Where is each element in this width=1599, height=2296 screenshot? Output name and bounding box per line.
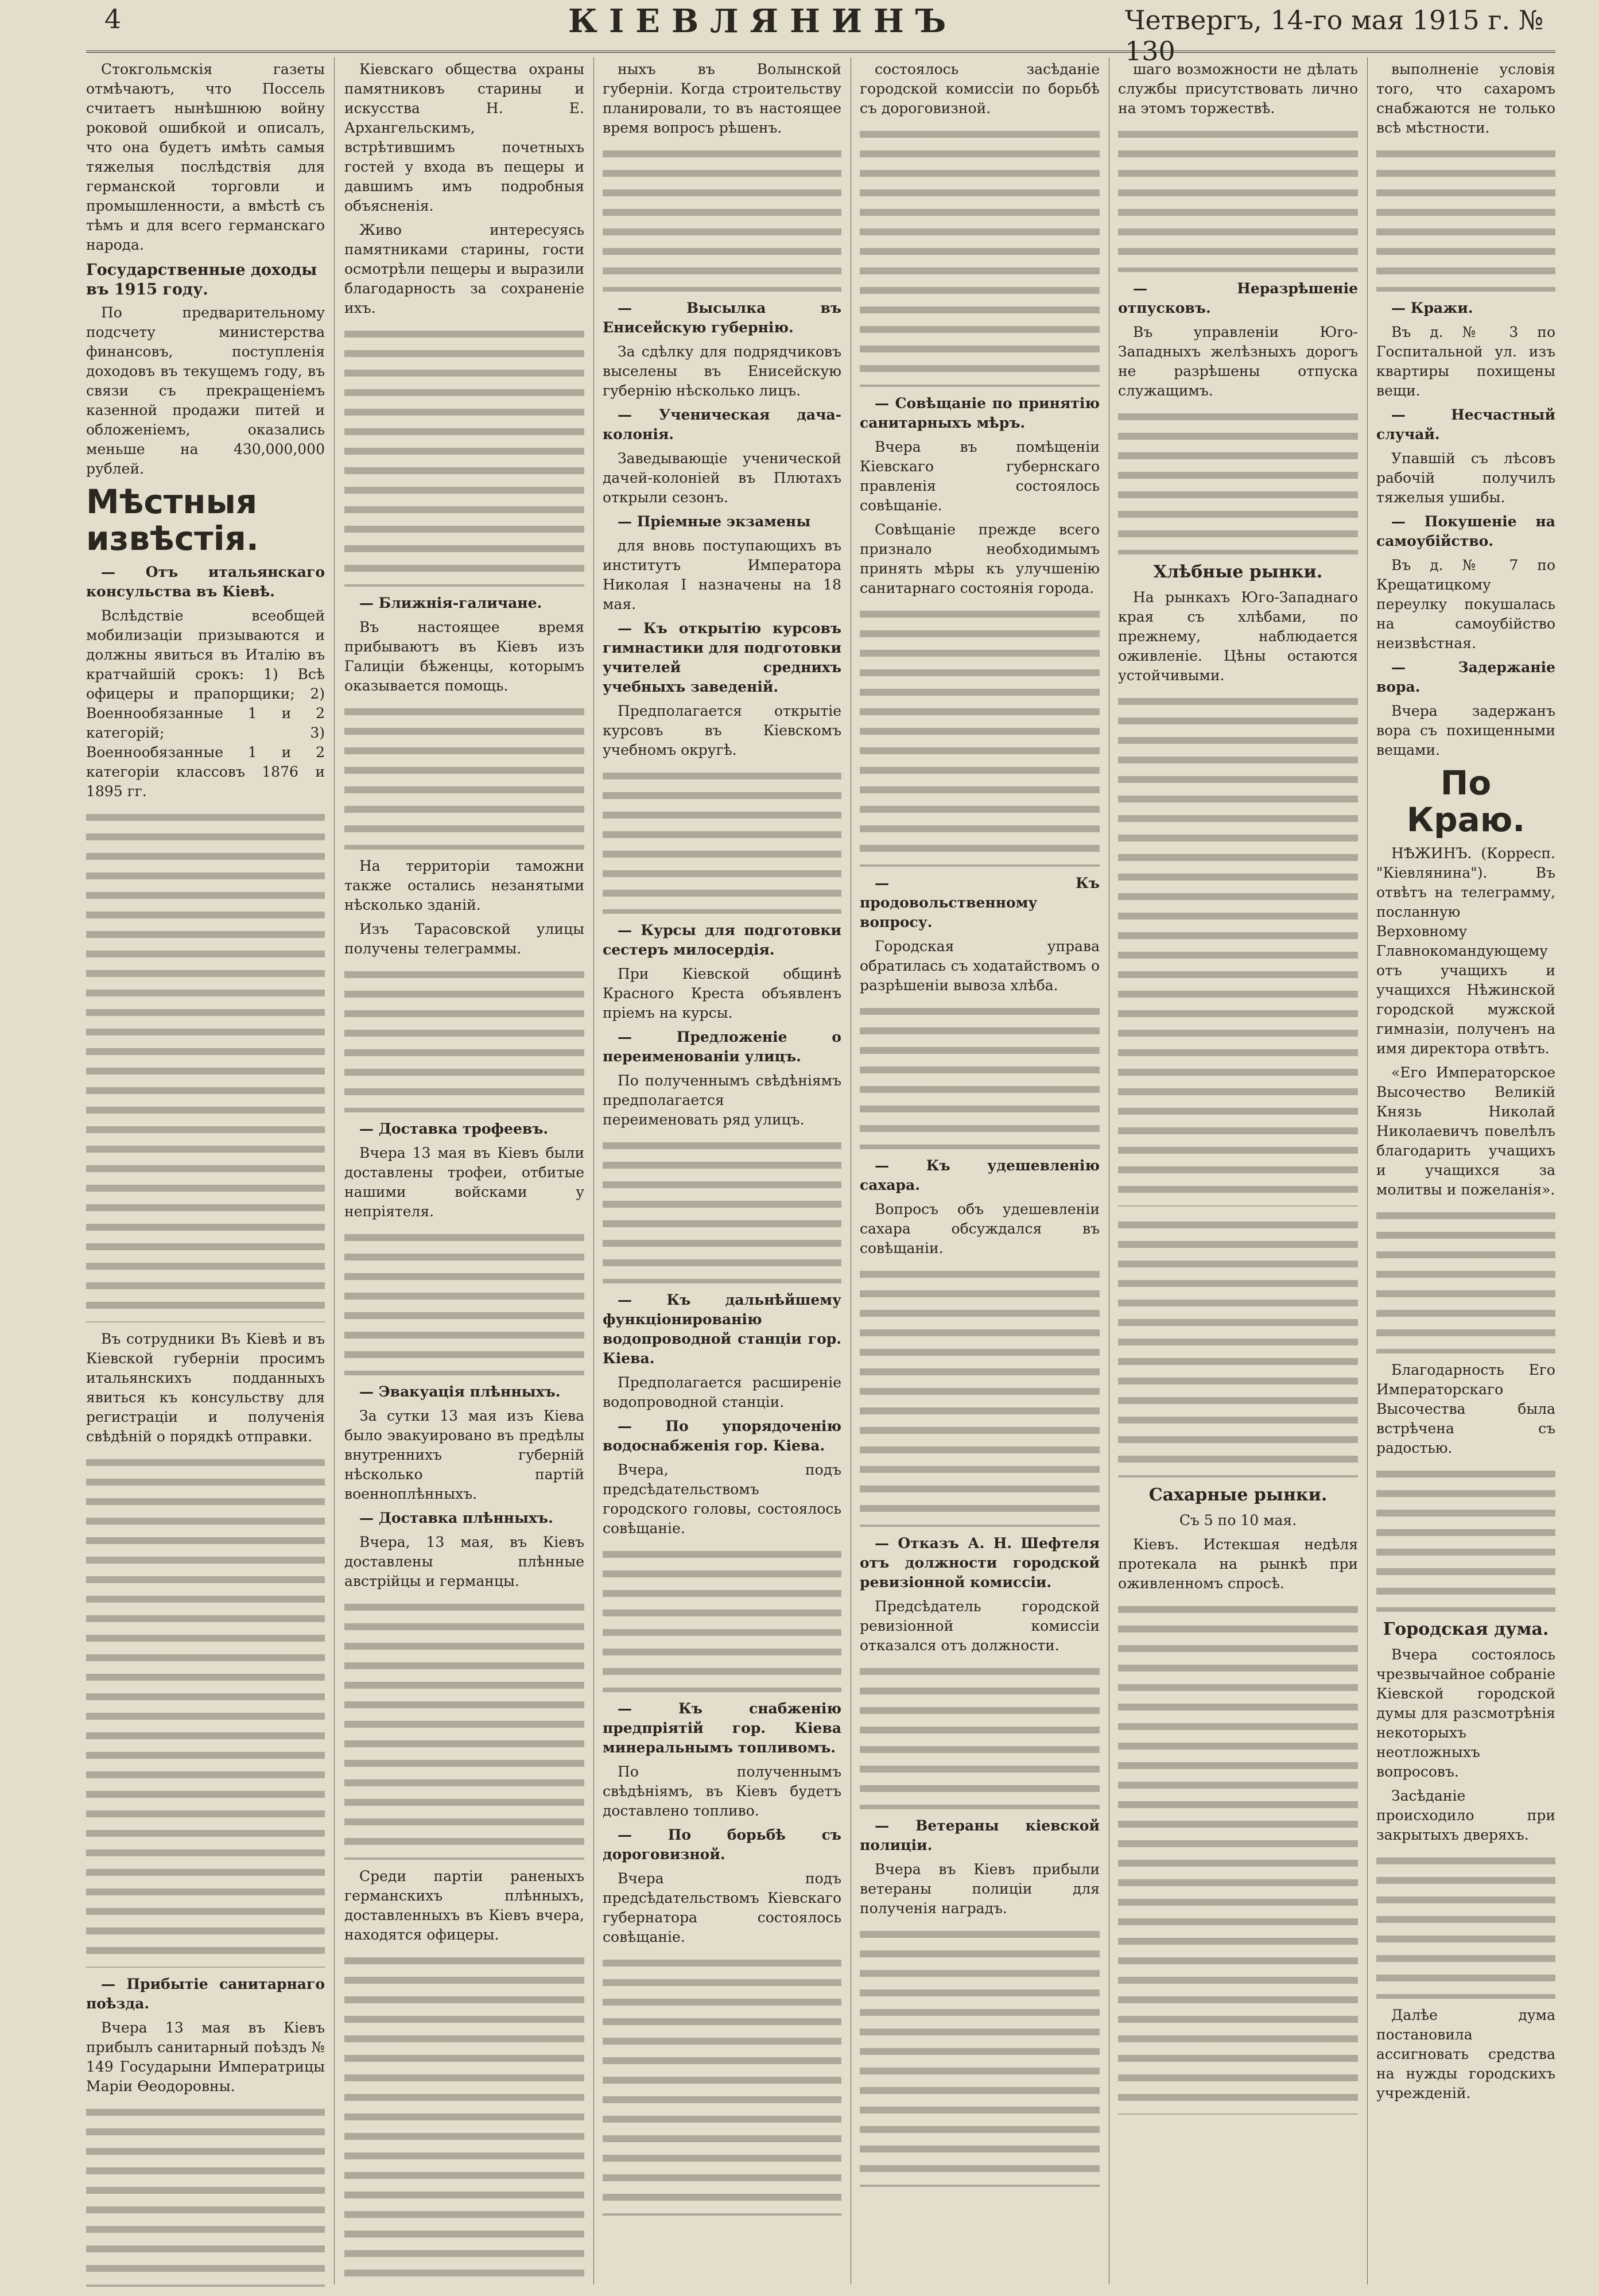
section-heading-bread-markets: Хлѣбные рынки. [1153,562,1323,582]
dateline: Четвергъ, 14-го мая 1915 г. № 130 [1125,5,1544,67]
article-heading: — Ветераны кіевской полиціи. [860,1817,1100,1853]
article-text: Предсѣдатель городской ревизіонной комиссіи отказался отъ должности. [860,1598,1100,1654]
article-lead: Стокгольмскія газеты отмѣчаютъ, что Поссель считаетъ нынѣшнюю войну роковой ошибкой и описалъ, что она будетъ имѣть самыя тяжелыя послѣдствія для германской торговли и промышленности, а вмѣстѣ съ тѣмъ и для всего германскаго народа. [86,61,325,253]
text-block [603,142,841,292]
article-text: Кіевъ. Истекшая недѣля протекала на рынкѣ при оживленномъ спросѣ. [1118,1536,1358,1592]
text-block [344,1949,584,2287]
article-heading: — По упорядоченію водоснабженія гор. Кіева. [603,1418,841,1454]
article-text: Вчера въ помѣщеніи Кіевскаго губернскаго правленія состоялось совѣщаніе. [860,439,1100,514]
article-heading: — Задержаніе вора. [1376,659,1555,695]
article-text: Въ д. № 7 по Крещатицкому переулку покушалась на самоубійство неизвѣстная. [1376,557,1555,651]
text-block [1118,405,1358,554]
article-heading: Государственные доходы въ 1915 году. [86,261,317,298]
article-text: Вчера подъ предсѣдательствомъ Кіевскаго губернатора состоялось совѣщаніе. [603,1870,841,1945]
article-text: По полученнымъ свѣдѣніямъ, въ Кіевъ будетъ доставлено топливо. [603,1763,841,1819]
article-heading: — Предложеніе о переименованіи улицъ. [603,1029,841,1065]
article-text: При Кіевской общинѣ Красного Креста объявленъ пріемъ на курсы. [603,965,841,1021]
text-block [344,1596,584,1860]
column-divider [334,57,335,2285]
article-heading: — Прибытіе санитарнаго поѣзда. [86,1976,325,2012]
text-block [1118,1213,1358,1477]
text-block [603,765,841,914]
text-block [603,1952,841,2216]
article-heading: — Ближнія-галичане. [359,595,542,611]
article-text: Заведывающіе ученической дачей-колоніей въ Плютахъ открыли сезонъ. [603,450,841,506]
text-block [860,123,1100,387]
article-date: Съ 5 по 10 мая. [1179,1512,1297,1529]
article-text: Среди партіи раненыхъ германскихъ плѣнныхъ, доставленныхъ въ Кіевъ вчера, находятся офицеры. [344,1868,584,1943]
text-block [344,963,584,1112]
header-rule [86,51,1555,53]
article-text: шаго возможности не дѣлать службы присутствовать лично на этомъ торжествѣ. [1118,61,1358,117]
article-text: состоялось засѣданіе городской комиссіи по борьбѣ съ дороговизной. [860,61,1100,117]
article-text: Совѣщаніе прежде всего признало необходимымъ принять мѣры къ улучшенію санитарнаго состоянія города. [860,521,1100,596]
text-block [1376,1849,1555,1999]
text-block [603,1134,841,1283]
column-divider [1367,57,1368,2285]
text-block [860,603,1100,867]
article-heading: — Совѣщаніе по принятію санитарныхъ мѣръ. [860,395,1100,431]
article-text: Благодарность Его Императорскаго Высочества была встрѣчена съ радостью. [1376,1362,1555,1456]
article-heading: — Пріемные экзамены [618,513,811,530]
article-heading: — Къ удешевленію сахара. [860,1157,1100,1193]
column-divider [593,57,594,2285]
column-5 [1118,60,1358,2287]
text-block [603,1543,841,1692]
section-heading-local-news: Мѣстныя извѣстія. [86,482,259,558]
article-text: На рынкахъ Юго-Западнаго края съ хлѣбами, по прежнему, наблюдается оживленіе. Цѣны остаются устойчивыми. [1118,589,1358,684]
text-block [344,700,584,850]
article-text: Предполагается открытіе курсовъ въ Кіевскомъ учебномъ округѣ. [603,703,841,758]
text-block [860,1660,1100,1809]
article-text: Вчера 13 мая въ Кіевъ были доставлены трофеи, отбитые нашими войсками у непріятеля. [344,1145,584,1220]
article-text: Городская управа обратилась съ ходатайствомъ о разрѣшеніи вывоза хлѣба. [860,938,1100,994]
article-text: Далѣе дума постановила ассигновать средства на нужды городскихъ учрежденій. [1376,2007,1555,2101]
article-heading: — По борьбѣ съ дороговизной. [603,1826,841,1863]
newspaper-title: КІЕВЛЯНИНЪ [568,2,958,40]
article-text: Вчера состоялось чрезвычайное собраніе Кіевской городской думы для разсмотрѣнія некоторыхъ неотложныхъ вопросовъ. [1376,1646,1555,1780]
article-text: По полученнымъ свѣдѣніямъ предполагается переименовать ряд улицъ. [603,1072,841,1128]
article-text: За сутки 13 мая изъ Кіева было эвакуировано въ предѣлы внутреннихъ губерній нѣсколько партій военноплѣнныхъ. [344,1407,584,1502]
text-block [1118,1598,1358,2115]
article-text: На территоріи таможни также остались незанятыми нѣсколько зданій. [344,858,584,913]
article-text: ныхъ въ Волынской губерніи. Когда строительству планировали, то въ настоящее время вопросъ рѣшенъ. [603,61,841,136]
article-heading: — Покушеніе на самоубійство. [1376,513,1555,549]
article-heading: — Отказъ А. Н. Шефтеля отъ должности городской ревизіонной комиссіи. [860,1535,1100,1591]
text-block [86,2101,325,2287]
article-text: Изъ Тарасовской улицы получены телеграммы. [344,921,584,957]
article-text: «Его Императорское Высочество Великій Князь Николай Николаевичъ повелѣлъ благодарить учащихъ и учащихся за молитвы и пожеланія». [1376,1064,1555,1198]
article-text: Вчера, 13 мая, въ Кіевъ доставлены плѣнные австрійцы и германцы. [344,1534,584,1589]
article-text: НѢЖИНЪ. (Корресп. "Кіевлянина"). Въ отвѣтъ на телеграмму, посланную Верховному Главнокомандующему отъ учащихъ и учащихся Нѣжинской городской мужской гимназіи, полученъ на имя директора отвѣтъ. [1376,845,1555,1057]
article-text: Вопросъ объ удешевленіи сахара обсуждался въ совѣщаніи. [860,1201,1100,1256]
article-text: Вчера въ Кіевъ прибыли ветераны полиціи для полученія наградъ. [860,1861,1100,1917]
text-block [344,1226,584,1375]
column-1 [86,60,325,2287]
article-text: Въ сотрудники Въ Кіевѣ и въ Кіевской губерніи просимъ итальянскихъ подданныхъ явиться къ консульству для регистраціи и полученія свѣдѣній о порядкѣ отправки. [86,1331,325,1445]
column-2 [344,60,584,2287]
article-text: Въ д. № 3 по Госпитальной ул. изъ квартиры похищены вещи. [1376,324,1555,399]
text-block [1118,123,1358,272]
masthead [0,0,1599,67]
article-heading: — Доставка плѣнныхъ. [359,1510,553,1526]
section-heading-region: По Краю. [1406,763,1526,839]
article-text: По предварительному подсчету министерства финансовъ, поступленія доходовъ въ текущемъ году, въ связи съ прекращеніемъ казенной продажи питей и обложеніемъ, оказались меньше на 430,000,000 рублей. [86,304,325,477]
article-heading: — Неразрѣшеніе отпусковъ. [1118,280,1358,316]
text-block [86,806,325,1322]
article-heading: — Высылка въ Енисейскую губернію. [603,300,841,336]
article-heading: — Къ открытію курсовъ гимнастики для подготовки учителей среднихъ учебныхъ заведеній. [603,620,841,695]
text-block [344,323,584,587]
article-text: Вчера 13 мая въ Кіевъ прибылъ санитарный поѣздъ № 149 Государыни Императрицы Маріи Ѳеодоровны. [86,2019,325,2095]
article-heading: — Доставка трофеевъ. [359,1120,549,1137]
article-heading: — Къ дальнѣйшему функціонированію водопроводной станціи гор. Кіева. [603,1292,841,1367]
article-text: для вновь поступающихъ въ институтъ Императора Николая I назначены на 18 мая. [603,537,841,612]
page-number: 4 [104,3,122,34]
article-text: выполненіе условія того, что сахаромъ снабжаются не только всѣ мѣстности. [1376,61,1555,136]
column-4 [860,60,1100,2287]
section-heading-sugar-markets: Сахарные рынки. [1148,1485,1328,1505]
article-text: За сдѣлку для подрядчиковъ выселены въ Енисейскую губернію нѣсколько лицъ. [603,343,841,399]
text-block [86,1451,325,1968]
article-heading: — Несчастный случай. [1376,406,1555,443]
article-heading: — Къ снабженію предпріятій гор. Кіева минеральнымъ топливомъ. [603,1700,841,1756]
text-block [860,1923,1100,2187]
article-text: Въ настоящее время прибываютъ въ Кіевъ изъ Галиціи бѣженцы, которымъ оказывается помощь. [344,619,584,694]
article-text: Предполагается расширеніе водопроводной станціи. [603,1374,841,1410]
article-heading: — Эвакуація плѣнныхъ. [359,1383,561,1400]
article-text: Упавшій съ лѣсовъ рабочій получилъ тяжелыя ушибы. [1376,450,1555,506]
article-heading: — Курсы для подготовки сестеръ милосердія. [603,922,841,958]
article-heading: — Отъ итальянскаго консульства въ Кіевѣ. [86,564,325,600]
text-block [1118,690,1358,1207]
article-heading: — Кражи. [1391,300,1473,316]
article-text: Вчера задержанъ вора съ похищенными вещами. [1376,703,1555,758]
text-block [1376,1204,1555,1353]
article-text: Засѣданіе происходило при закрытыхъ дверяхъ. [1376,1787,1555,1843]
article-text: Въ управленіи Юго-Западныхъ желѣзныхъ дорогъ не разрѣшены отпуска служащимъ. [1118,324,1358,399]
text-block [1376,142,1555,292]
column-3 [603,60,841,2287]
article-text: Вчера, подъ предсѣдательствомъ городского головы, состоялось совѣщаніе. [603,1461,841,1537]
article-heading: — Къ продовольственному вопросу. [860,875,1100,930]
column-6 [1376,60,1555,2287]
article-heading: — Ученическая дача-колонія. [603,406,841,443]
section-heading-city-duma: Городская дума. [1383,1619,1549,1639]
text-block [1376,1463,1555,1612]
text-block [860,1000,1100,1149]
article-text: Живо интересуясь памятниками старины, гости осмотрѣли пещеры и выразили благодарность за сохраненіе ихъ. [344,222,584,316]
article-text: Вслѣдствіе всеобщей мобилизаціи призываются и должны явиться въ Италію въ кратчайшій срокъ: 1) Всѣ офицеры и прапорщики; 2) Военнообязанные 1 и 2 категорій; 3) Военнообязанные 1 и 2 категоріи классовъ 1876 и 1895 гг. [86,607,325,800]
article-text: Кіевскаго общества охраны памятниковъ старины и искусства Н. Е. Архангельскимъ, встрѣтившимъ почетныхъ гостей у входа въ пещеры и давшимъ имъ подробныя объясненія. [344,61,584,214]
text-block [860,1263,1100,1527]
